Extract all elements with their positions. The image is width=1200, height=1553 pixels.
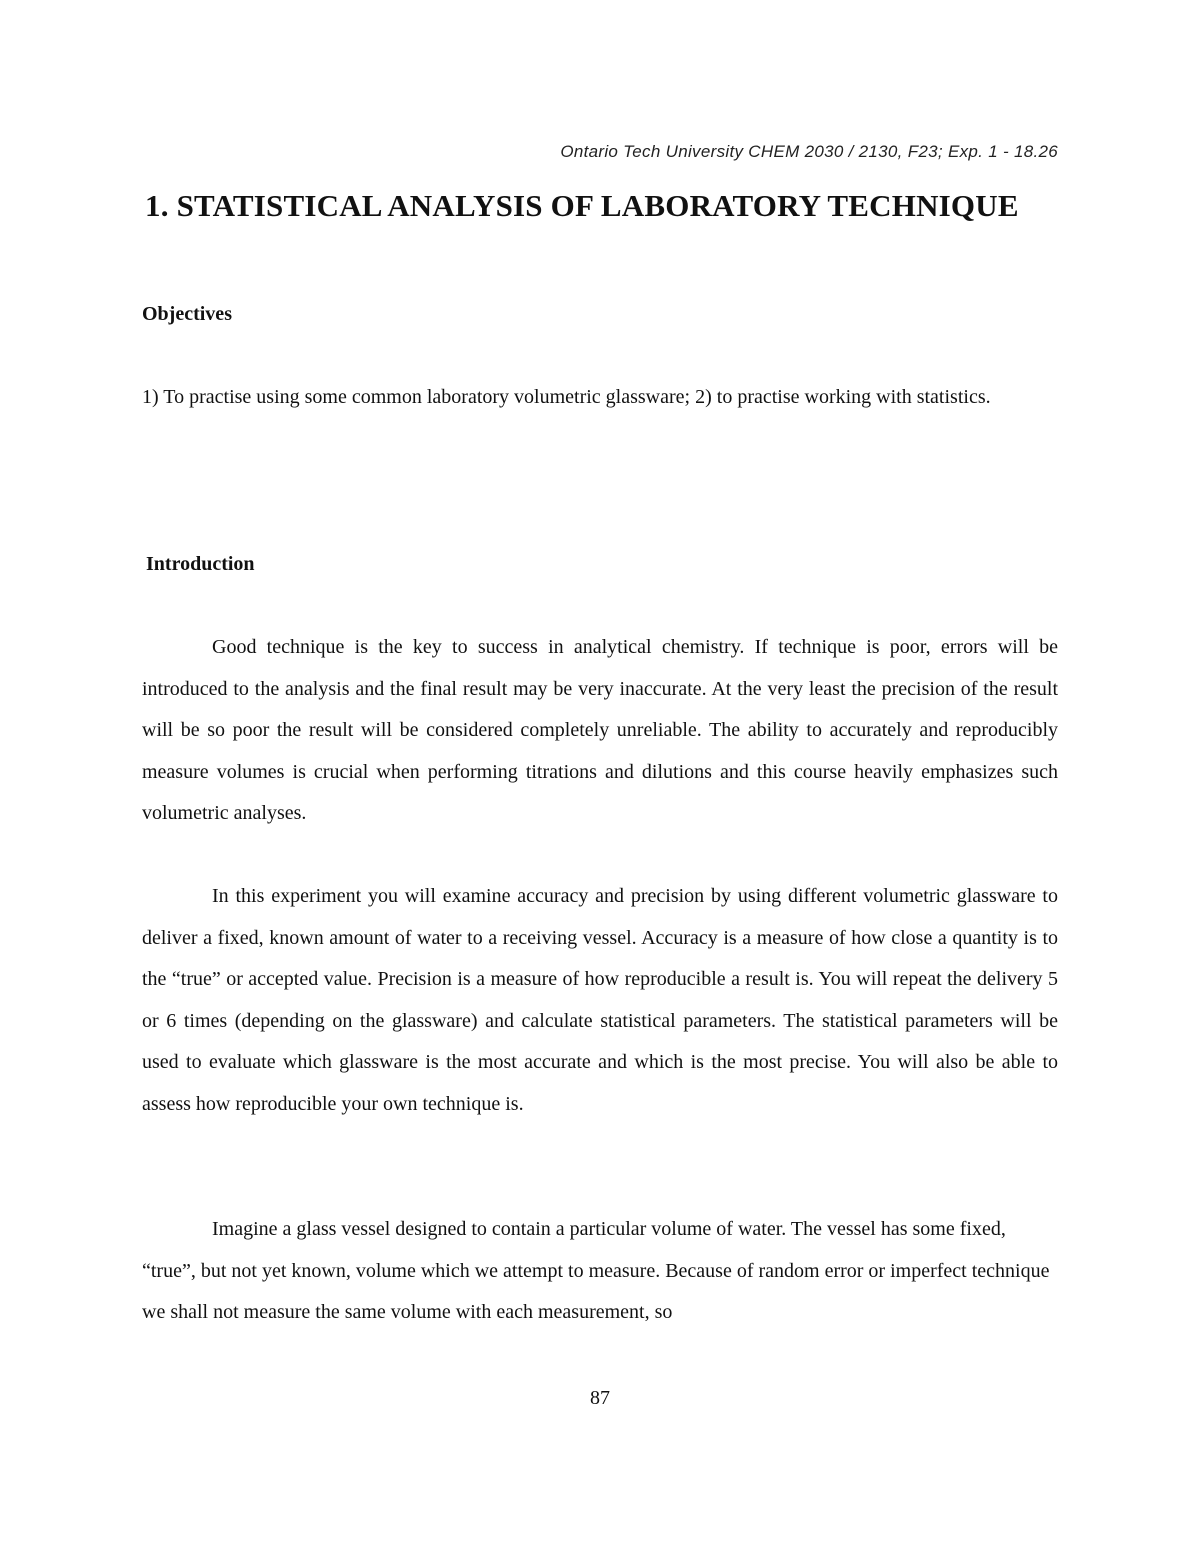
introduction-paragraph-3: Imagine a glass vessel designed to contain a particular volume of water. The vessel has some fixed, “true”, but not yet known, volume which we attempt to measure. Because of random error or imperfect technique we shall not measure the same volume with each measurement, so <box>142 1218 1050 1323</box>
objectives-paragraph: 1) To practise using some common laboratory volumetric glassware; 2) to practise working with statistics. <box>142 386 991 408</box>
running-header: Ontario Tech University CHEM 2030 / 2130, F23; Exp. 1 - 18.26 <box>560 142 1058 161</box>
page-title: 1. STATISTICAL ANALYSIS OF LABORATORY TECHNIQUE <box>145 188 1019 223</box>
introduction-heading: Introduction <box>146 553 255 575</box>
introduction-paragraph-1: Good technique is the key to success in analytical chemistry. If technique is poor, errors will be introduced to the analysis and the final result may be very inaccurate. At the very least the precision of the result will be so poor the result will be considered completely unreliable. The ability to accurately and reproducibly measure volumes is crucial when performing titrations and dilutions and this course heavily emphasizes such volumetric analyses. <box>142 636 1058 824</box>
objectives-heading: Objectives <box>142 303 232 325</box>
introduction-paragraph-2: In this experiment you will examine accuracy and precision by using different volumetric glassware to deliver a fixed, known amount of water to a receiving vessel. Accuracy is a measure of how close a quantity is to the “true” or accepted value. Precision is a measure of how reproducible a result is. You will repeat the delivery 5 or 6 times (depending on the glassware) and calculate statistical parameters. The statistical parameters will be used to evaluate which glassware is the most accurate and which is the most precise. You will also be able to assess how reproducible your own technique is. <box>142 885 1058 1115</box>
page-number: 87 <box>590 1387 610 1409</box>
